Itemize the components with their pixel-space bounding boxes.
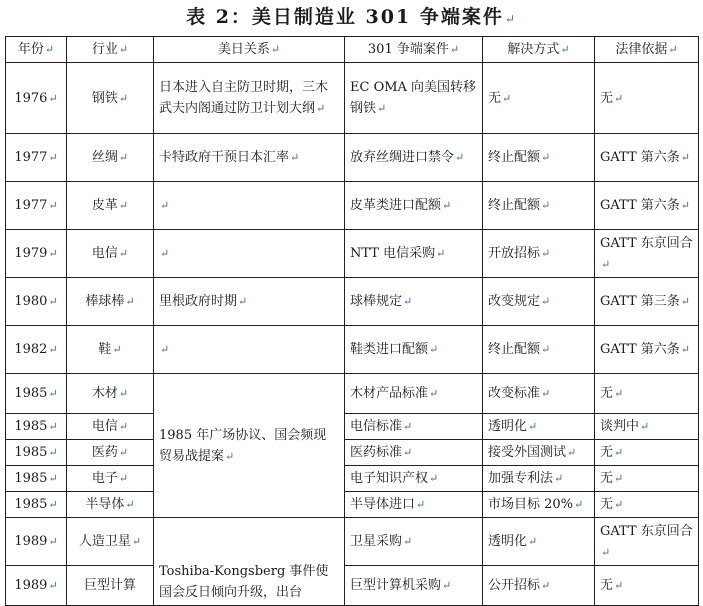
cell-method: 终止配额↵ <box>483 134 595 182</box>
cell-year: 1977↵ <box>6 134 67 182</box>
cell-method: 接受外国测试↵ <box>483 440 595 466</box>
cell-case: 放弃丝绸进口禁令↵ <box>345 134 483 182</box>
cell-method: 开放招标↵ <box>483 230 595 278</box>
cell-method: 无↵ <box>483 63 595 134</box>
cell-law: GATT 第六条↵ <box>595 326 699 374</box>
cell-year: 1976↵ <box>6 63 67 134</box>
cell-method: 终止配额↵ <box>483 182 595 230</box>
cell-method: 加强专利法↵ <box>483 466 595 492</box>
cell-law: 无↵ <box>595 566 699 606</box>
cell-method: 公开招标↵ <box>483 566 595 606</box>
table-row <box>6 518 699 566</box>
cell-case: 医药标准↵ <box>345 440 483 466</box>
table-row <box>6 326 699 374</box>
cell-method: 市场目标 20%↵ <box>483 492 595 518</box>
return-mark-icon: ↵ <box>504 12 517 26</box>
cell-case: 巨型计算机采购↵ <box>345 566 483 606</box>
cell-relation: ↵ <box>154 326 345 374</box>
cell-relation-plaza-accord: 1985 年广场协议、国会频现贸易战提案↵ <box>154 374 345 518</box>
cell-industry: 木材↵ <box>67 374 154 414</box>
cell-industry: 医药↵ <box>67 440 154 466</box>
table-row <box>6 374 699 414</box>
cell-relation: ↵ <box>154 182 345 230</box>
cell-law: 无↵ <box>595 63 699 134</box>
cell-law: 无↵ <box>595 466 699 492</box>
cell-case: 卫星采购↵ <box>345 518 483 566</box>
cell-law: GATT 第三条↵ <box>595 278 699 326</box>
header-relation: 美日关系↵ <box>154 37 345 63</box>
cell-case: NTT 电信采购↵ <box>345 230 483 278</box>
table-row <box>6 278 699 326</box>
cell-industry: 电信↵ <box>67 414 154 440</box>
cell-industry: 人造卫星↵ <box>67 518 154 566</box>
cell-case: 电信标准↵ <box>345 414 483 440</box>
cell-year: 1977↵ <box>6 182 67 230</box>
cell-year: 1985↵ <box>6 466 67 492</box>
cell-law: GATT 第六条↵ <box>595 182 699 230</box>
cell-case: 半导体进口↵ <box>345 492 483 518</box>
cell-law: 无↵ <box>595 374 699 414</box>
cell-relation: 卡特政府干预日本汇率↵ <box>154 134 345 182</box>
table-row <box>6 466 699 492</box>
cell-relation: ↵ <box>154 230 345 278</box>
cell-case: 木材产品标准↵ <box>345 374 483 414</box>
cell-method: 终止配额↵ <box>483 326 595 374</box>
cell-case: 皮革类进口配额↵ <box>345 182 483 230</box>
cell-case: 球棒规定↵ <box>345 278 483 326</box>
cell-industry: 电信↵ <box>67 230 154 278</box>
cell-law: GATT 东京回合↵ <box>595 518 699 566</box>
cell-case: 电子知识产权↵ <box>345 466 483 492</box>
table-title <box>0 0 703 36</box>
cell-law: 谈判中↵ <box>595 414 699 440</box>
cell-year: 1979↵ <box>6 230 67 278</box>
cell-industry: 皮革↵ <box>67 182 154 230</box>
cell-year: 1989↵ <box>6 518 67 566</box>
cell-year: 1985↵ <box>6 374 67 414</box>
header-method: 解决方式↵ <box>483 37 595 63</box>
cell-industry: 丝绸↵ <box>67 134 154 182</box>
cell-year: 1982↵ <box>6 326 67 374</box>
cell-method: 透明化↵ <box>483 414 595 440</box>
cell-case: EC OMA 向美国转移钢铁↵ <box>345 63 483 134</box>
cell-industry: 巨型计算 <box>67 566 154 606</box>
cell-industry: 棒球棒↵ <box>67 278 154 326</box>
header-law: 法律依据↵ <box>595 37 699 63</box>
table-row <box>6 440 699 466</box>
cell-year: 1989↵ <box>6 566 67 606</box>
table-row <box>6 182 699 230</box>
table-title-text: 表 2：美日制造业 301 争端案件 <box>186 6 504 28</box>
table-row <box>6 230 699 278</box>
cell-industry: 鞋↵ <box>67 326 154 374</box>
cell-law: 无↵ <box>595 440 699 466</box>
cell-relation: 里根政府时期↵ <box>154 278 345 326</box>
cell-industry: 电子↵ <box>67 466 154 492</box>
cell-law: GATT 东京回合↵ <box>595 230 699 278</box>
cell-year: 1980↵ <box>6 278 67 326</box>
header-industry: 行业↵ <box>67 37 154 63</box>
cell-industry: 半导体↵ <box>67 492 154 518</box>
cell-relation: 日本进入自主防卫时期，三木武夫内阁通过防卫计划大纲↵ <box>154 63 345 134</box>
cell-relation-toshiba: Toshiba-Kongsberg 事件使国会反日倾向升级，出台 <box>154 518 345 606</box>
cell-year: 1985↵ <box>6 440 67 466</box>
cell-year: 1985↵ <box>6 492 67 518</box>
cell-law: 无↵ <box>595 492 699 518</box>
cell-method: 改变标准↵ <box>483 374 595 414</box>
table-row <box>6 63 699 134</box>
cell-method: 改变规定↵ <box>483 278 595 326</box>
header-case: 301 争端案件↵ <box>345 37 483 63</box>
cell-method: 透明化↵ <box>483 518 595 566</box>
table-row <box>6 414 699 440</box>
header-row <box>6 37 699 63</box>
cell-year: 1985↵ <box>6 414 67 440</box>
header-year: 年份↵ <box>6 37 67 63</box>
table-row <box>6 134 699 182</box>
cell-law: GATT 第六条↵ <box>595 134 699 182</box>
cell-case: 鞋类进口配额↵ <box>345 326 483 374</box>
table-row <box>6 492 699 518</box>
dispute-table <box>5 36 699 606</box>
cell-industry: 钢铁↵ <box>67 63 154 134</box>
